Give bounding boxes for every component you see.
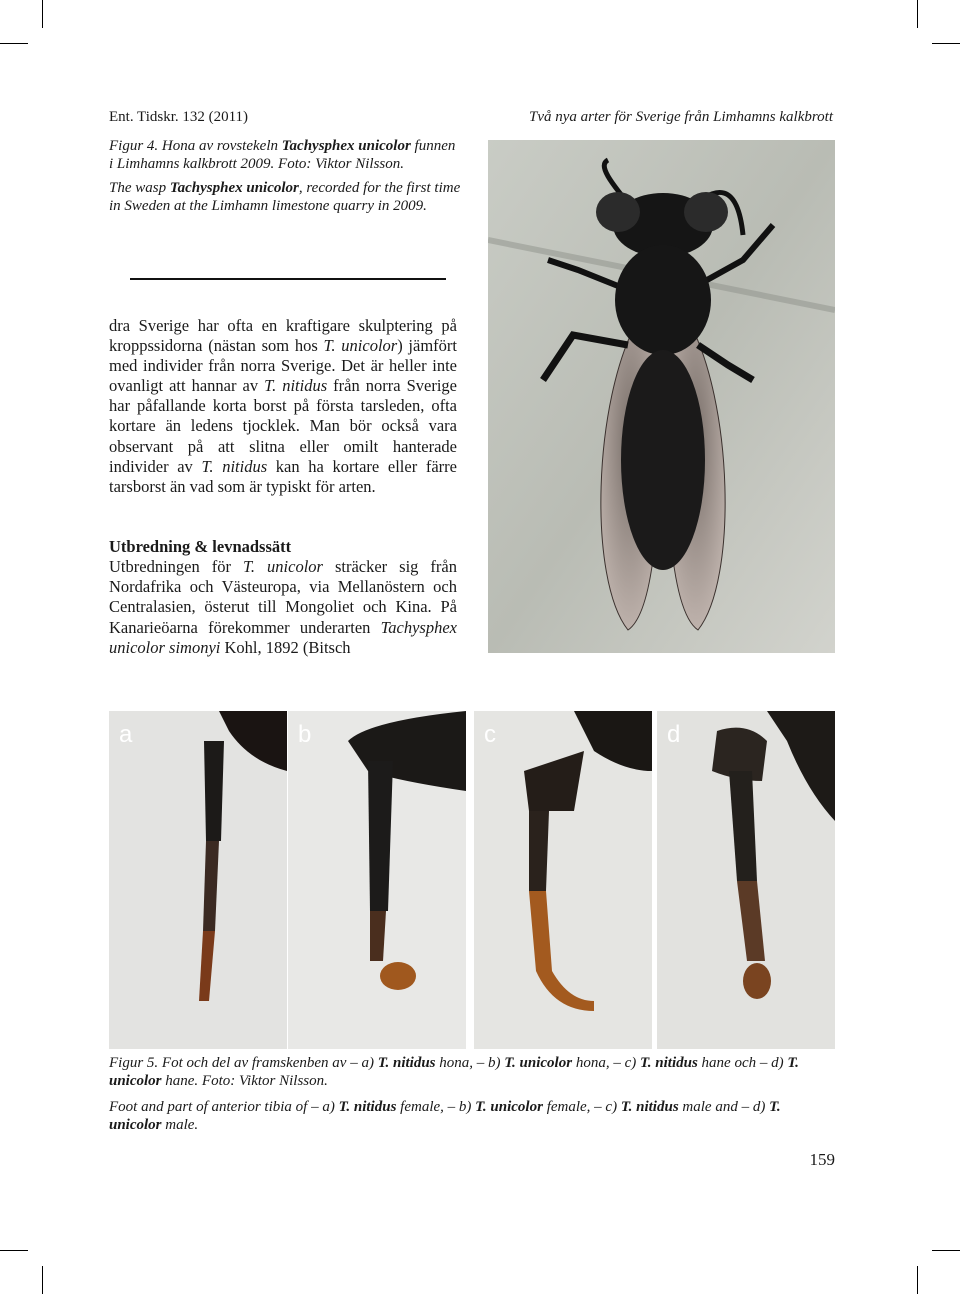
section-paragraph: Utbredningen för T. unicolor sträcker sig från Nordafrika och Västeuropa, via Mellanöstern och Centralasien, österut till Mongoliet och Kina. På Kanarieöarna förekommer underarten Tachysphex unicolor simonyi Kohl, 1892 (Bitsch	[109, 557, 457, 657]
panel-label: d	[667, 721, 681, 748]
figure-5-caption-swedish: Figur 5. Fot och del av framskenben av – a) T. nitidus hona, – b) T. unicolor hona, – c) T. nitidus hane och – d) T. unicolor hane. Foto: Viktor Nilsson.	[109, 1055, 799, 1089]
leg-photo-b	[288, 711, 466, 1049]
figure-4-caption-english: The wasp Tachysphex unicolor, recorded for the first time in Sweden at the Limhamn limestone quarry in 2009.	[109, 180, 461, 214]
caption-divider	[130, 278, 446, 280]
crop-mark	[42, 1266, 43, 1294]
figure-5-caption-english: Foot and part of anterior tibia of – a) T. nitidus female, – b) T. unicolor female, – c) T. nitidus male and – d) T. unicolor male.	[109, 1099, 781, 1133]
panel-label: a	[119, 721, 133, 748]
crop-mark	[917, 1266, 918, 1294]
body-paragraph: dra Sverige har ofta en kraftigare skulptering på kroppssidorna (nästan som hos T. unicolor) jämfört med individer från norra Sverige. Det är heller inte ovanligt att hannar av T. nitidus från norra Sverige har påfallande korta borst på första tarsleden, ofta kortare än ledens tjocklek. Man bör också vara observant på att slitna eller omilt hanterade individer av T. nitidus kan ha kortare eller färre tarsborst än vad som är typiskt för arten.	[109, 316, 457, 496]
page-number: 159	[809, 1150, 835, 1169]
section-heading: Utbredning & levnadssätt	[109, 537, 292, 556]
crop-mark	[932, 43, 960, 44]
crop-mark	[0, 1250, 28, 1251]
running-header-title: Två nya arter för Sverige från Limhamns kalkbrott	[528, 109, 833, 125]
figure-5-caption	[109, 1054, 836, 1142]
crop-mark	[0, 43, 28, 44]
crop-mark	[917, 0, 918, 28]
panel-label: c	[484, 721, 496, 748]
crop-mark	[42, 0, 43, 28]
leg-photo-a	[109, 711, 287, 1049]
running-header-journal: Ent. Tidskr. 132 (2011)	[109, 109, 249, 125]
wasp-photo	[488, 140, 835, 653]
figure-4-caption	[109, 137, 461, 221]
panel-label: b	[298, 721, 312, 748]
leg-photo-d	[657, 711, 835, 1049]
figure-4-caption-swedish: Figur 4. Hona av rovstekeln Tachysphex unicolor funnen i Limhamns kalkbrott 2009. Foto: Viktor Nilsson.	[109, 138, 456, 172]
leg-photo-c	[474, 711, 652, 1049]
crop-mark	[932, 1250, 960, 1251]
